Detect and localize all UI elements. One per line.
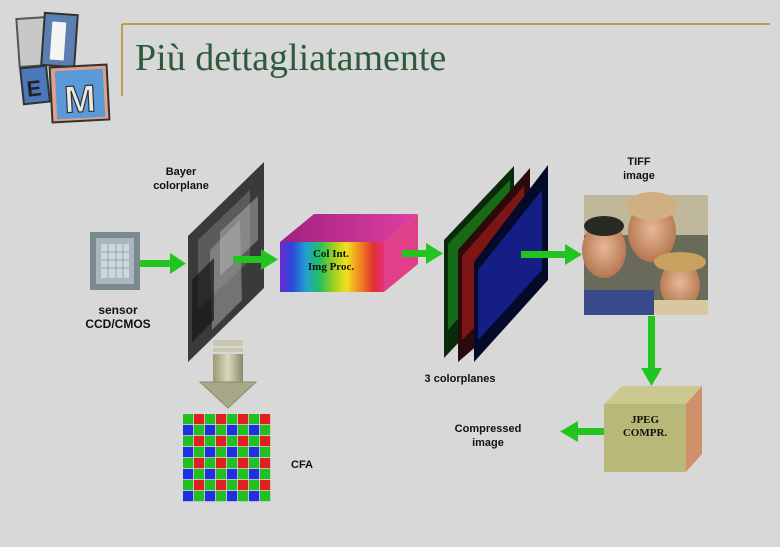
cfa-cell <box>260 436 270 446</box>
cfa-cell <box>227 425 237 435</box>
cfa-cell <box>249 480 259 490</box>
cfa-label: CFA <box>291 459 313 471</box>
cfa-cell <box>194 414 204 424</box>
tiff-label: TIFF image <box>623 156 655 182</box>
cfa-cell <box>205 480 215 490</box>
cfa-cell <box>238 447 248 457</box>
cfa-cell <box>260 425 270 435</box>
cfa-cell <box>238 469 248 479</box>
svg-text:M: M <box>63 78 97 122</box>
cfa-cell <box>216 458 226 468</box>
cfa-cell <box>183 458 193 468</box>
cfa-cell <box>227 469 237 479</box>
cfa-cell <box>249 447 259 457</box>
tiff-photo <box>582 192 708 315</box>
sensor-label: sensor CCD/CMOS <box>85 303 151 331</box>
cfa-cell <box>249 469 259 479</box>
cfa-cell <box>216 469 226 479</box>
cfa-cell <box>205 469 215 479</box>
cfa-cell <box>260 491 270 501</box>
arrow-sensor-to-bayer <box>140 253 186 274</box>
cfa-cell <box>194 436 204 446</box>
iem-logo <box>16 13 109 123</box>
cfa-cell <box>260 414 270 424</box>
cfa-cell <box>238 491 248 501</box>
bayer-colorplane-label: Bayer colorplane <box>153 166 209 192</box>
cfa-cell <box>183 425 193 435</box>
page-title: Più dettagliatamente <box>135 37 447 79</box>
cfa-cell <box>183 480 193 490</box>
arrow-jpeg-to-compressed <box>560 421 604 442</box>
cfa-cell <box>183 447 193 457</box>
cfa-cell <box>227 458 237 468</box>
cfa-cell <box>227 436 237 446</box>
cfa-cell <box>227 414 237 424</box>
cfa-cell <box>194 458 204 468</box>
cfa-cell <box>260 469 270 479</box>
cfa-cell <box>216 491 226 501</box>
arrow-tiff-to-jpeg <box>641 316 662 386</box>
cfa-cell <box>194 491 204 501</box>
compressed-label: Compressed image <box>454 423 522 449</box>
cfa-cell <box>238 480 248 490</box>
cfa-cell <box>260 480 270 490</box>
cfa-cell <box>227 480 237 490</box>
cfa-cell <box>205 447 215 457</box>
cfa-cell <box>216 480 226 490</box>
cfa-cell <box>216 447 226 457</box>
cfa-cell <box>183 491 193 501</box>
cfa-cell <box>249 436 259 446</box>
cfa-cell <box>183 414 193 424</box>
svg-text:E: E <box>25 75 43 102</box>
cfa-cell <box>260 458 270 468</box>
cfa-cell <box>205 436 215 446</box>
colorplanes-label: 3 colorplanes <box>424 373 496 385</box>
cfa-cell <box>238 436 248 446</box>
cfa-cell <box>194 480 204 490</box>
cfa-cell <box>216 436 226 446</box>
sensor-chip <box>90 232 140 290</box>
col-int-label: Col Int. Img Proc. <box>307 248 355 273</box>
cfa-cell <box>216 425 226 435</box>
cfa-cell <box>249 425 259 435</box>
cfa-cell <box>238 458 248 468</box>
cfa-grid <box>183 414 270 501</box>
cfa-cell <box>205 458 215 468</box>
jpeg-label: JPEG COMPR. <box>622 414 668 439</box>
three-colorplanes <box>444 165 548 362</box>
cfa-cell <box>183 436 193 446</box>
cfa-cell <box>194 469 204 479</box>
cfa-cell <box>194 447 204 457</box>
cfa-down-arrow <box>200 340 256 408</box>
cfa-cell <box>183 469 193 479</box>
cfa-cell <box>238 414 248 424</box>
cfa-cell <box>216 414 226 424</box>
cfa-cell <box>238 425 248 435</box>
cfa-cell <box>194 425 204 435</box>
cfa-cell <box>227 447 237 457</box>
cfa-cell <box>205 491 215 501</box>
cfa-cell <box>205 414 215 424</box>
cfa-cell <box>249 414 259 424</box>
cfa-cell <box>227 491 237 501</box>
cfa-cell <box>249 491 259 501</box>
cfa-cell <box>260 447 270 457</box>
cfa-cell <box>249 458 259 468</box>
cfa-cell <box>205 425 215 435</box>
